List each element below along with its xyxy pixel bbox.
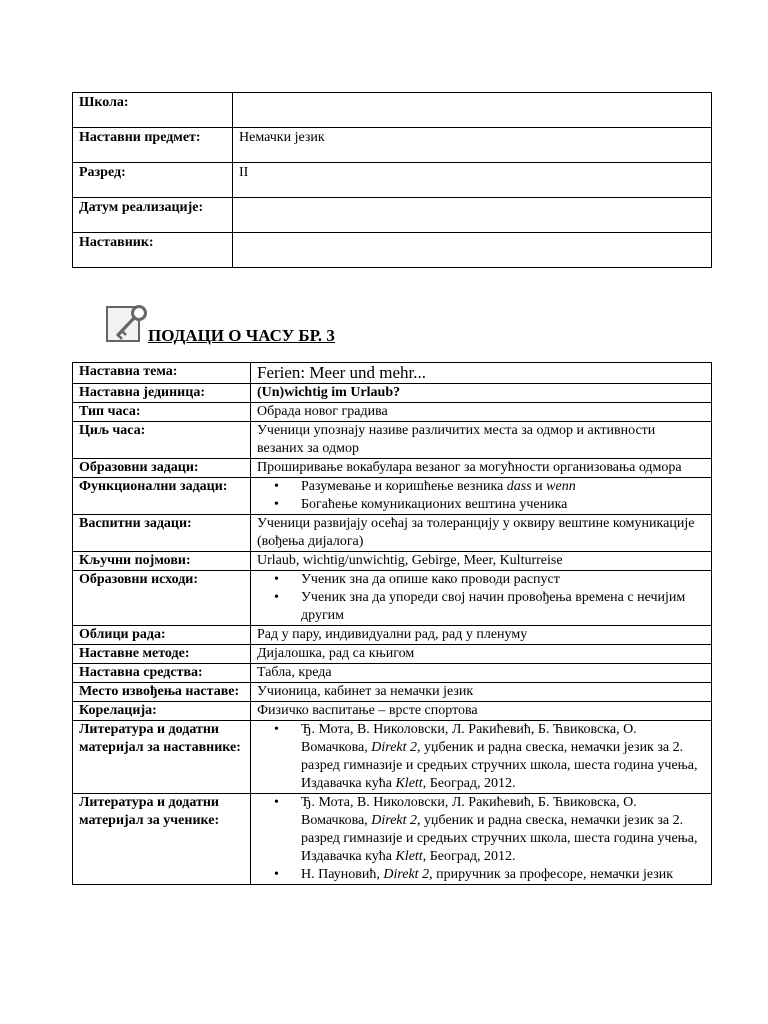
outcomes-value	[251, 571, 712, 626]
goal-value: Ученици упознају називе различитих места за одмор и активности везаних за одмор	[251, 422, 712, 459]
key-terms-value: Urlaub, wichtig/unwichtig, Gebirge, Meer, Kulturreise	[251, 552, 712, 571]
subject-label: Наставни предмет:	[73, 128, 233, 163]
table-row	[73, 515, 712, 552]
table-row	[73, 198, 712, 233]
upbr-tasks-label: Васпитни задаци:	[73, 515, 251, 552]
list-item: • Разумевање и коришћење везника dass и wenn	[301, 478, 705, 496]
table-row	[73, 163, 712, 198]
lit-teacher-value	[251, 721, 712, 794]
list-item: • Ученик зна да упореди свој начин провођења времена с нечијим другим	[301, 589, 705, 625]
work-forms-value: Рад у пару, индивидуални рад, рад у пленуму	[251, 626, 712, 645]
correlation-value: Физичко васпитање – врсте спортова	[251, 702, 712, 721]
table-row	[73, 626, 712, 645]
table-row	[73, 664, 712, 683]
grade-value[interactable]: II	[233, 163, 712, 198]
table-row	[73, 384, 712, 403]
table-row	[73, 478, 712, 515]
table-row	[73, 233, 712, 268]
teacher-value[interactable]	[233, 233, 712, 268]
grade-label: Разред:	[73, 163, 233, 198]
lit-students-list	[257, 794, 705, 884]
school-value[interactable]	[233, 93, 712, 128]
type-value: Обрада новог градива	[251, 403, 712, 422]
date-label: Датум реализације:	[73, 198, 233, 233]
table-row	[73, 571, 712, 626]
type-label: Тип часа:	[73, 403, 251, 422]
lit-students-label: Литература и додатни материјал за ученике:	[73, 794, 251, 885]
lit-teacher-label: Литература и додатни материјал за наставнике:	[73, 721, 251, 794]
list-item: • Ђ. Мота, В. Николовски, Л. Ракићевић, Б. Ћвиковска, О. Вомачкова, Direkt 2, уџбеник и радна свеска, немачки језик за 2. разред гимназије и средњих стручних школа, шеста година учења, Издавачка кућа Klett, Београд, 2012.	[301, 794, 705, 866]
work-forms-label: Облици рада:	[73, 626, 251, 645]
table-row	[73, 422, 712, 459]
date-value[interactable]	[233, 198, 712, 233]
school-info-table	[72, 92, 712, 268]
topic-label: Наставна тема:	[73, 363, 251, 384]
table-row	[73, 128, 712, 163]
topic-value: Ferien: Meer und mehr...	[251, 363, 712, 384]
key-icon	[104, 302, 150, 346]
table-row	[73, 645, 712, 664]
table-row	[73, 552, 712, 571]
table-row	[73, 683, 712, 702]
list-item: • Ученик зна да опише како проводи распуст	[301, 571, 705, 589]
correlation-label: Корелација:	[73, 702, 251, 721]
outcomes-label: Образовни исходи:	[73, 571, 251, 626]
subject-value[interactable]: Немачки језик	[233, 128, 712, 163]
outcomes-list	[257, 571, 705, 625]
table-row	[73, 459, 712, 478]
table-row	[73, 403, 712, 422]
lesson-heading	[104, 302, 504, 346]
list-item: • Н. Пауновић, Direkt 2, приручник за професоре, немачки језик	[301, 866, 705, 884]
goal-label: Циљ часа:	[73, 422, 251, 459]
means-value: Табла, креда	[251, 664, 712, 683]
key-terms-label: Кључни појмови:	[73, 552, 251, 571]
school-label: Школа:	[73, 93, 233, 128]
place-label: Место извођења наставе:	[73, 683, 251, 702]
list-item: • Богаћење комуникационих вештина ученика	[301, 496, 705, 514]
lesson-title: ПОДАЦИ О ЧАСУ БР. 3	[148, 326, 335, 345]
lit-teacher-list	[257, 721, 705, 793]
means-label: Наставна средства:	[73, 664, 251, 683]
table-row	[73, 702, 712, 721]
upbr-tasks-value: Ученици развијају осећај за толеранцију у оквиру вештине комуникације (вођења дијалога)	[251, 515, 712, 552]
methods-label: Наставне методе:	[73, 645, 251, 664]
func-tasks-label: Функционални задаци:	[73, 478, 251, 515]
edu-tasks-value: Проширивање вокабулара везаног за могућности организовања одмора	[251, 459, 712, 478]
list-item: • Ђ. Мота, В. Николовски, Л. Ракићевић, Б. Ћвиковска, О. Вомачкова, Direkt 2, уџбеник и радна свеска, немачки језик за 2. разред гимназије и средњих стручних школа, шеста година учења, Издавачка кућа Klett, Београд, 2012.	[301, 721, 705, 793]
table-row	[73, 93, 712, 128]
unit-value: (Un)wichtig im Urlaub?	[251, 384, 712, 403]
table-row	[73, 363, 712, 384]
table-row	[73, 721, 712, 794]
lesson-details-table	[72, 362, 712, 885]
lit-students-value	[251, 794, 712, 885]
func-tasks-value	[251, 478, 712, 515]
func-tasks-list	[257, 478, 705, 514]
unit-label: Наставна јединица:	[73, 384, 251, 403]
table-row	[73, 794, 712, 885]
place-value: Учионица, кабинет за немачки језик	[251, 683, 712, 702]
methods-value: Дијалошка, рад са књигом	[251, 645, 712, 664]
edu-tasks-label: Образовни задаци:	[73, 459, 251, 478]
teacher-label: Наставник:	[73, 233, 233, 268]
